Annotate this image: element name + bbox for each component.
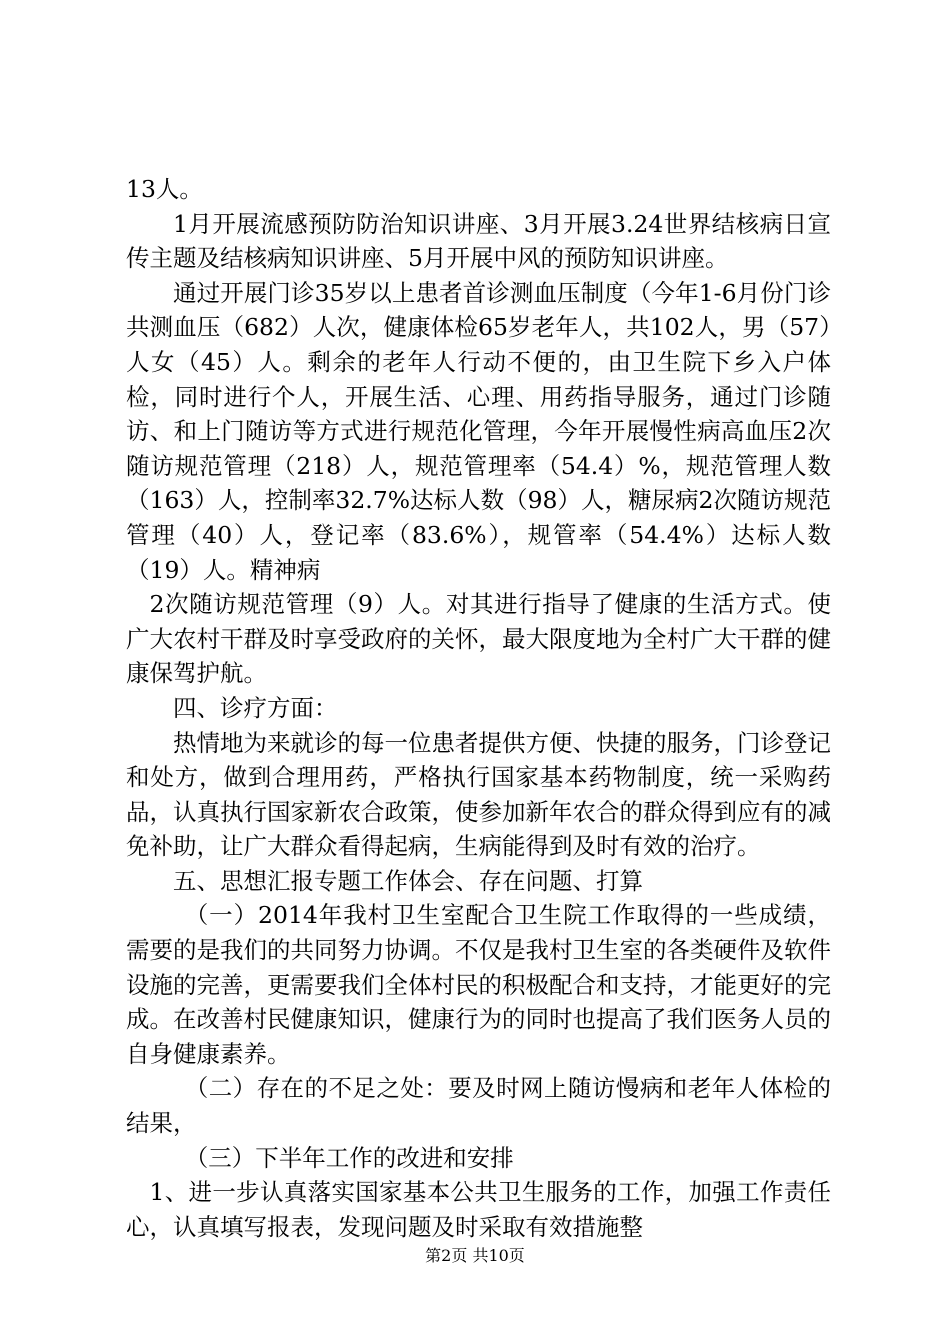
- paragraph-shortcomings: （二）存在的不足之处：要及时网上随访慢病和老年人体检的结果，: [126, 1074, 831, 1138]
- section-heading-summary: 五、思想汇报专题工作体会、存在问题、打算: [173, 866, 643, 895]
- paragraph-blood-pressure: 通过开展门诊35岁以上患者首诊测血压制度（今年1-6月份门诊共测血压（682）人次，健康体检65岁老年人，共102人，男（57）人女（45）人。剩余的老年人行动不便的，由卫生院下乡入户体检，同时进行个人，开展生活、心理、用药指导服务，通过门诊随访、和上门随访等方式进行规范化管理，今年开展慢性病高血压2次随访规范管理（218）人，规范管理率（54.4）%，规范管理人数（163）人，控制率32.7%达标人数（98）人，糖尿病2次随访规范管理（40）人，登记率（83.6%），规管率（54.4%）达标人数（19）人。精神病: [126, 278, 831, 584]
- page-number-label: 第2页 共10页: [425, 1246, 525, 1265]
- paragraph-diagnosis: 热情地为来就诊的每一位患者提供方便、快捷的服务，门诊登记和处方，做到合理用药，严格执行国家基本药物制度，统一采购药品，认真执行国家新农合政策，使参加新年农合的群众得到应有的减免补助，让广大群众看得起病，生病能得到及时有效的治疗。: [126, 728, 831, 861]
- paragraph-lectures: 1月开展流感预防防治知识讲座、3月开展3.24世界结核病日宣传主题及结核病知识讲座、5月开展中风的预防知识讲座。: [126, 209, 831, 273]
- paragraph-plan-item-1: 1、进一步认真落实国家基本公共卫生服务的工作，加强工作责任心，认真填写报表，发现问题及时采取有效措施整: [126, 1178, 831, 1241]
- section-heading-diagnosis: 四、诊疗方面：: [173, 693, 338, 722]
- page-footer: [0, 1243, 950, 1266]
- paragraph-achievements: （一）2014年我村卫生室配合卫生院工作取得的一些成绩，需要的是我们的共同努力协调。不仅是我村卫生室的各类硬件及软件设施的完善，更需要我们全体村民的积极配合和支持，才能更好的完成。在改善村民健康知识，健康行为的同时也提高了我们医务人员的自身健康素养。: [126, 901, 831, 1068]
- paragraph-continuation: 13人。: [126, 175, 203, 203]
- document-body: [126, 172, 831, 1244]
- paragraph-mental-health: 2次随访规范管理（9）人。对其进行指导了健康的生活方式。使广大农村干群及时享受政府的关怀，最大限度地为全村广大干群的健康保驾护航。: [126, 590, 831, 688]
- paragraph-plan-heading: （三）下半年工作的改进和安排: [184, 1143, 514, 1172]
